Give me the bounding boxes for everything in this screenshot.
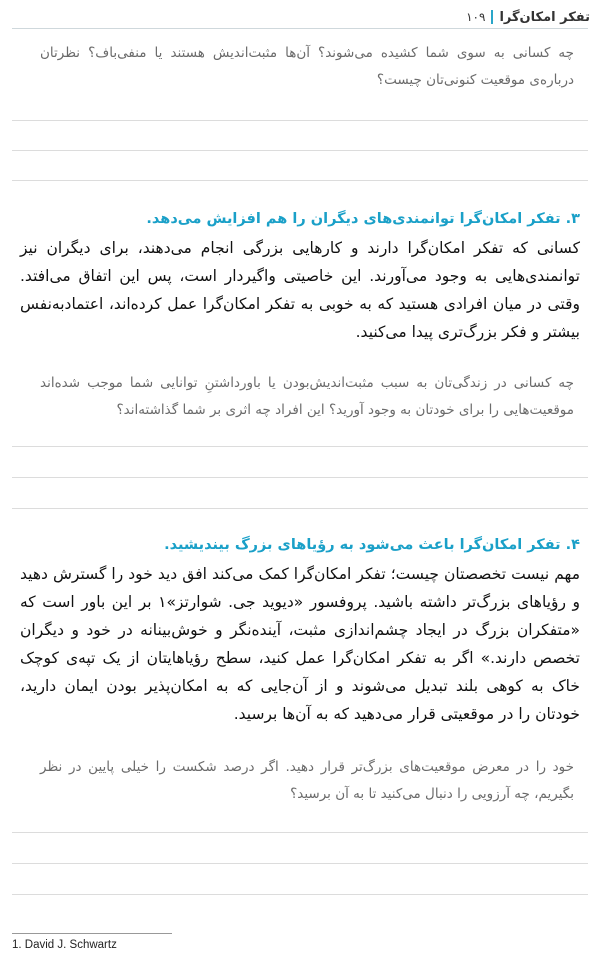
section-4-body: مهم نیست تخصصتان چیست؛ تفکر امکان‌گرا کمک می‌کند افق دید خود را گسترش دهید و رؤیاهای بزرگ‌تر داشته باشید. پروفسور «دیوید جی. شوارتز»۱ بر این باور است که «متفکران بزرگ در ایجاد چشم‌اندازی مثبت، آینده‌نگر و خوش‌بینانه در خود و دیگران تخصص دارند.» اگر به تفکر امکان‌گرا عمل کنید، سطح رؤیاهایتان از یک تپه‌ی کوچک خاک به کوهی بلند تبدیل می‌شوند و از آن‌جایی که به امکان‌پذیر بودن ایمان دارید، خودتان را در موقعیتی قرار می‌دهید که به آن‌ها برسید. <box>20 565 580 723</box>
answer-line[interactable] <box>12 894 588 895</box>
reflection-prompt-1: چه کسانی به سوی شما کشیده می‌شوند؟ آن‌ها مثبت‌اندیش هستند یا منفی‌باف؟ نظرتان درباره‌ی موقعیت کنونی‌تان چیست؟ <box>40 45 574 88</box>
section-4-heading: ۴. تفکر امکان‌گرا باعث می‌شود به رؤیاهای بزرگ بیندیشید. <box>164 537 580 553</box>
footnote: 1. David J. Schwartz <box>12 939 117 951</box>
section-3-body: کسانی که تفکر امکان‌گرا دارند و کارهایی بزرگی انجام می‌دهند، برای دیگران نیز توانمندی‌هایی به وجود می‌آورند. این خاصیتی واگیردار است، پس این اتفاق می‌افتد. وقتی در میان افرادی هستید که به خوبی به تفکر امکان‌گرا عمل کرده‌اند، اعتمادبه‌نفس بیشتر و فکر بزرگ‌تری پیدا می‌کنید. <box>20 239 580 341</box>
section-3-prompt: چه کسانی در زندگی‌تان به سبب مثبت‌اندیش‌بودن یا باورداشتنِ توانایی شما موجب شده‌اند موقعیت‌هایی را برای خودتان به وجود آورید؟ این افراد چه اثری بر شما گذاشته‌اند؟ <box>40 375 574 418</box>
header-accent-bar <box>491 10 493 24</box>
answer-line[interactable] <box>12 477 588 478</box>
page-number: ۱۰۹ <box>466 10 486 24</box>
answer-line[interactable] <box>12 832 588 833</box>
answer-line[interactable] <box>12 150 588 151</box>
answer-line[interactable] <box>12 863 588 864</box>
section-4-prompt: خود را در معرض موقعیت‌های بزرگ‌تر قرار دهید. اگر درصد شکست را خیلی پایین در نظر بگیریم، چه آرزویی را دنبال می‌کنید تا به آن برسید؟ <box>40 759 574 802</box>
answer-line[interactable] <box>12 446 588 447</box>
answer-line[interactable] <box>12 180 588 181</box>
page-header <box>466 6 590 28</box>
answer-line[interactable] <box>12 120 588 121</box>
answer-line[interactable] <box>12 508 588 509</box>
header-divider <box>12 28 588 29</box>
footnote-divider <box>12 933 172 934</box>
running-title: تفکر امکان‌گرا <box>499 9 590 25</box>
section-3-heading: ۳. تفکر امکان‌گرا توانمندی‌های دیگران را هم افزایش می‌دهد. <box>146 211 580 227</box>
